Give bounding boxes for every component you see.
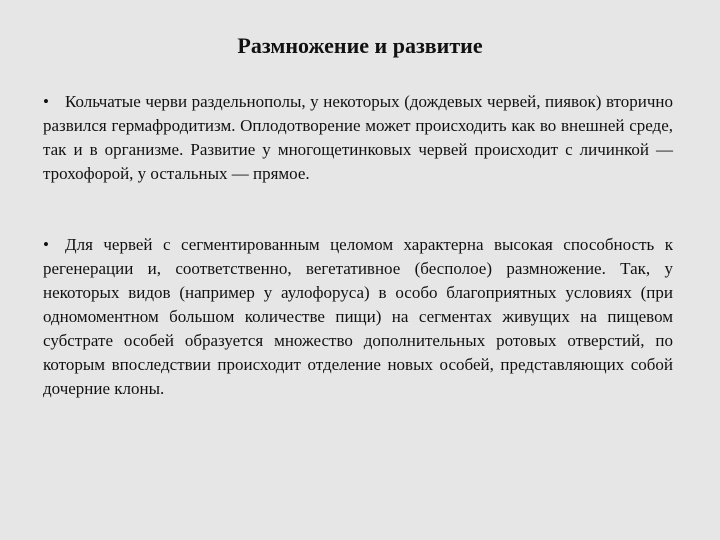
bullet-marker-icon: • bbox=[43, 235, 49, 254]
bullet-text: Для червей с сегментированным целомом характерна высокая способность к регенерации и, соответственно, вегетативное (бесполое) размножение. Так, у некоторых видов (например у аулофоруса) в особо благоприятных условиях (при одномоментном большом количестве пищи) на сегментах живущих на пищевом субстрате особей образуется множество дополнительных ротовых отверстий, по которым впоследствии происходит отделение новых особей, представляющих собой дочерние клоны. bbox=[43, 235, 673, 398]
bullet-item bbox=[43, 233, 673, 401]
bullet-text: Кольчатые черви раздельнополы, у некоторых (дождевых червей, пиявок) вторично развился гермафродитизм. Оплодотворение может происходить как во внешней среде, так и в организме. Развитие у многощетинковых червей происходит с личинкой — трохофорой, у остальных — прямое. bbox=[43, 92, 673, 183]
bullet-item bbox=[43, 90, 673, 186]
bullet-marker-icon: • bbox=[43, 92, 49, 111]
slide-title: Размножение и развитие bbox=[237, 33, 483, 58]
